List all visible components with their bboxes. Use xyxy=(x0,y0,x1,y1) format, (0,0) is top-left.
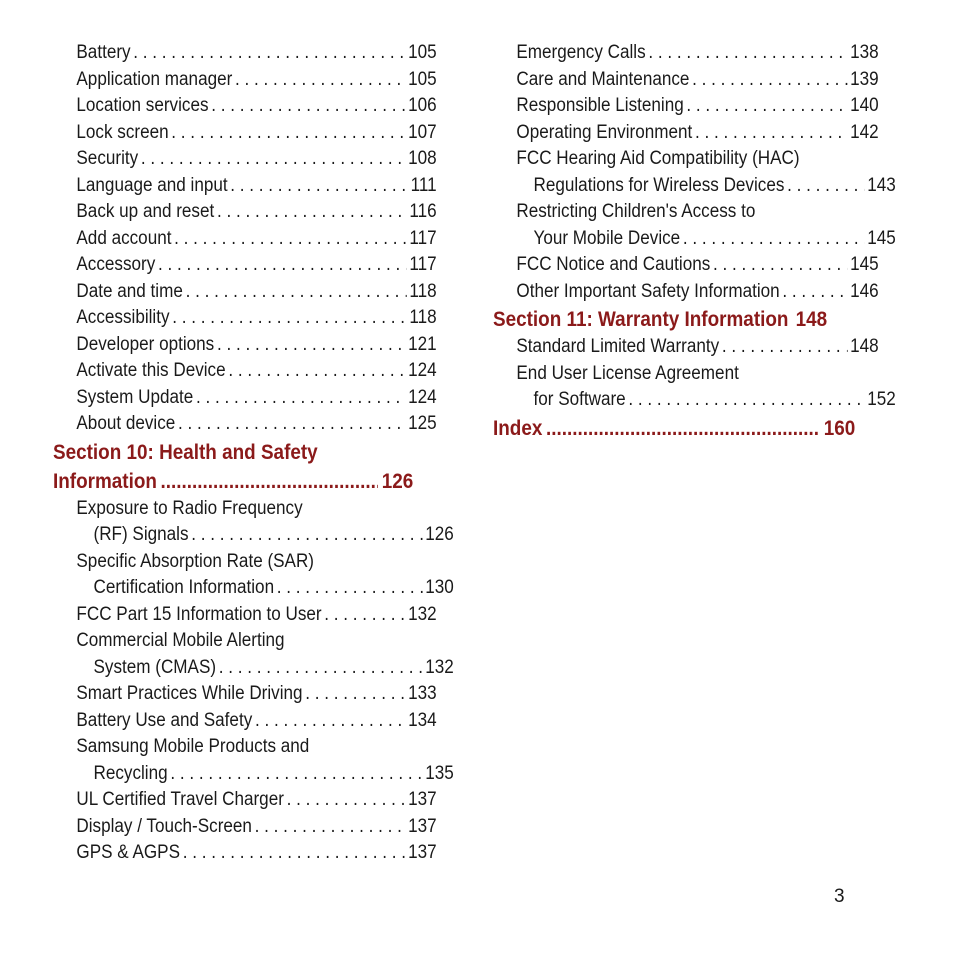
toc-entry-title: Emergency Calls xyxy=(516,42,646,63)
section-10-title-line1: Section 10: Health and Safety xyxy=(53,440,318,464)
section-10-title-line2: Information xyxy=(53,469,157,493)
section-10-heading[interactable] xyxy=(53,438,413,496)
toc-entry-page: 124 xyxy=(408,386,437,408)
toc-entry-title: Back up and reset xyxy=(76,201,215,222)
toc-entry-title: Accessibility xyxy=(76,307,170,328)
toc-entry-title: Accessory xyxy=(76,254,156,275)
toc-entry[interactable] xyxy=(53,332,437,359)
section-10-page: 126 xyxy=(381,469,414,493)
toc-entry[interactable] xyxy=(493,226,896,253)
toc-entry-title: Other Important Safety Information xyxy=(516,280,780,302)
toc-entry[interactable] xyxy=(53,305,437,332)
toc-entry-page: 140 xyxy=(850,95,879,116)
dot-leader xyxy=(141,146,406,173)
toc-entry[interactable] xyxy=(53,279,437,306)
toc-entry-page: 111 xyxy=(410,174,437,196)
toc-entry[interactable] xyxy=(493,120,879,147)
toc-entry-title-line1: FCC Hearing Aid Compatibility (HAC) xyxy=(516,148,800,169)
toc-entry-page: 117 xyxy=(409,254,437,275)
toc-entry[interactable] xyxy=(53,708,437,735)
toc-entry-page: 117 xyxy=(409,227,437,249)
toc-entry[interactable] xyxy=(53,252,437,279)
toc-entry-title: for Software xyxy=(533,389,626,410)
toc-entry-page: 137 xyxy=(408,842,437,863)
toc-entry[interactable] xyxy=(53,575,454,602)
dot-leader xyxy=(217,332,406,359)
toc-left-column xyxy=(53,40,454,867)
toc-entry-page: 145 xyxy=(867,227,896,249)
toc-entry-title-line1: Restricting Children's Access to xyxy=(516,201,756,222)
dot-leader xyxy=(305,681,405,708)
toc-entry-page: 126 xyxy=(425,524,454,545)
toc-entry-title: Operating Environment xyxy=(516,121,693,143)
toc-entry-title: System (CMAS) xyxy=(93,656,217,678)
toc-entry-title: System Update xyxy=(76,386,194,408)
dot-leader xyxy=(230,173,408,200)
dot-leader xyxy=(686,93,847,120)
dot-leader xyxy=(648,40,847,67)
index-page: 160 xyxy=(823,416,856,440)
toc-entry-page: 105 xyxy=(408,42,437,63)
toc-entry-title: Add account xyxy=(76,227,172,249)
toc-entry-page: 143 xyxy=(867,174,896,196)
toc-entry-page: 152 xyxy=(867,389,896,410)
toc-entry[interactable] xyxy=(493,67,879,94)
toc-right-column xyxy=(493,40,896,443)
toc-entry-title: UL Certified Travel Charger xyxy=(76,789,284,810)
toc-entry-title: FCC Part 15 Information to User xyxy=(76,603,322,625)
index-heading[interactable] xyxy=(493,414,855,443)
toc-entry-page: 145 xyxy=(850,254,879,275)
dot-leader xyxy=(228,358,405,385)
dot-leader xyxy=(324,602,405,629)
toc-entry[interactable] xyxy=(53,40,437,67)
toc-entry-title: Your Mobile Device xyxy=(533,227,681,249)
dot-leader xyxy=(782,279,847,306)
dot-leader xyxy=(287,787,406,814)
toc-entry-title: GPS & AGPS xyxy=(76,842,180,863)
page-number: 3 xyxy=(834,886,845,907)
toc-entry-title: Battery xyxy=(76,42,131,63)
toc-entry-page: 137 xyxy=(408,815,437,837)
toc-entry-title: Battery Use and Safety xyxy=(76,709,253,731)
dot-leader xyxy=(174,226,407,253)
toc-entry[interactable] xyxy=(53,385,437,412)
toc-entry[interactable] xyxy=(493,387,896,414)
toc-entry-title: Responsible Listening xyxy=(516,95,684,116)
toc-entry[interactable] xyxy=(53,814,437,841)
toc-entry[interactable] xyxy=(53,226,437,253)
dot-leader xyxy=(170,761,422,788)
toc-entry-title-line1: Samsung Mobile Products and xyxy=(76,736,310,757)
toc-entry[interactable] xyxy=(53,681,437,708)
toc-entry[interactable] xyxy=(493,279,879,306)
toc-entry-title: Certification Information xyxy=(93,577,275,598)
dot-leader xyxy=(161,467,379,496)
dot-leader xyxy=(255,708,405,735)
toc-entry[interactable] xyxy=(53,761,454,788)
dot-leader xyxy=(217,199,407,226)
toc-entry-title: Language and input xyxy=(76,174,228,196)
toc-entry-page: 130 xyxy=(425,577,454,598)
toc-entry-title: FCC Notice and Cautions xyxy=(516,254,711,275)
dot-leader xyxy=(158,252,407,279)
toc-entry[interactable] xyxy=(53,522,454,549)
toc-entry-page: 107 xyxy=(408,121,437,143)
toc-entry[interactable] xyxy=(493,93,879,120)
dot-leader xyxy=(695,120,847,147)
index-title: Index xyxy=(493,416,543,440)
toc-entry-page: 132 xyxy=(408,603,437,625)
toc-entry[interactable] xyxy=(53,67,437,94)
dot-leader xyxy=(235,67,405,94)
toc-entry-title-line1: End User License Agreement xyxy=(516,362,739,384)
toc-entry-page: 105 xyxy=(408,68,437,90)
toc-entry-page: 135 xyxy=(425,762,454,784)
toc-entry-page: 125 xyxy=(408,413,437,434)
toc-entry-title: Security xyxy=(76,148,139,169)
toc-entry-page: 118 xyxy=(409,280,437,302)
dot-leader xyxy=(713,252,847,279)
dot-leader xyxy=(628,387,864,414)
toc-entry[interactable] xyxy=(53,411,437,438)
toc-entry[interactable] xyxy=(493,173,896,200)
toc-entry-page: 142 xyxy=(850,121,879,143)
dot-leader xyxy=(211,93,405,120)
toc-entry[interactable] xyxy=(53,602,437,629)
toc-entry-title: Recycling xyxy=(93,762,168,784)
toc-entry-title: Activate this Device xyxy=(76,360,226,381)
dot-leader xyxy=(191,522,422,549)
dot-leader xyxy=(196,385,405,412)
toc-entry-page: 137 xyxy=(408,789,437,810)
toc-entry-title: Regulations for Wireless Devices xyxy=(533,174,785,196)
toc-entry-page: 106 xyxy=(408,95,437,116)
toc-entry[interactable] xyxy=(53,199,437,226)
toc-entry[interactable] xyxy=(53,173,437,200)
dot-leader xyxy=(178,411,405,438)
dot-leader xyxy=(722,334,848,361)
toc-entry[interactable] xyxy=(53,840,437,867)
toc-entry-page: 121 xyxy=(408,333,437,355)
toc-entry-page: 118 xyxy=(409,307,437,328)
toc-entry-title: Smart Practices While Driving xyxy=(76,683,303,704)
toc-entry[interactable] xyxy=(53,787,437,814)
toc-entry-page: 116 xyxy=(409,201,437,222)
toc-entry[interactable] xyxy=(493,334,879,361)
toc-entry-title: Date and time xyxy=(76,280,183,302)
toc-entry-title: Display / Touch-Screen xyxy=(76,815,252,837)
toc-entry-title: Application manager xyxy=(76,68,233,90)
dot-leader xyxy=(219,655,423,682)
toc-entry-page: 108 xyxy=(408,148,437,169)
dot-leader xyxy=(172,305,406,332)
dot-leader xyxy=(787,173,864,200)
dot-leader xyxy=(683,226,865,253)
dot-leader xyxy=(183,840,406,867)
toc-entry-title: Standard Limited Warranty xyxy=(516,336,720,357)
dot-leader xyxy=(171,120,405,147)
dot-leader xyxy=(255,814,406,841)
toc-entry-title: About device xyxy=(76,413,176,434)
dot-leader xyxy=(186,279,407,306)
section-11-title: Section 11: Warranty Information xyxy=(493,308,789,331)
toc-entry-title-line1: Commercial Mobile Alerting xyxy=(76,630,285,651)
toc-entry-page: 124 xyxy=(408,360,437,381)
toc-entry-page: 133 xyxy=(408,683,437,704)
toc-entry[interactable] xyxy=(53,358,437,385)
toc-entry-title: Care and Maintenance xyxy=(516,68,690,90)
section-11-page: 148 xyxy=(795,308,828,331)
toc-entry-page: 138 xyxy=(850,42,879,63)
toc-entry[interactable] xyxy=(53,120,437,147)
toc-entry-title: (RF) Signals xyxy=(93,524,189,545)
toc-entry-page: 139 xyxy=(850,68,879,90)
toc-entry[interactable] xyxy=(53,93,437,120)
toc-entry-title: Lock screen xyxy=(76,121,169,143)
toc-entry-title-line1: Specific Absorption Rate (SAR) xyxy=(76,550,315,572)
toc-entry[interactable] xyxy=(53,146,437,173)
toc-entry-page: 132 xyxy=(425,656,454,678)
toc-entry-title: Developer options xyxy=(76,333,215,355)
toc-entry-page: 146 xyxy=(850,280,879,302)
dot-leader xyxy=(692,67,847,94)
toc-entry-title: Location services xyxy=(76,95,209,116)
toc-entry[interactable] xyxy=(493,252,879,279)
dot-leader xyxy=(546,414,820,443)
toc-entry[interactable] xyxy=(53,655,454,682)
dot-leader xyxy=(133,40,405,67)
toc-entry[interactable] xyxy=(493,40,879,67)
dot-leader xyxy=(277,575,423,602)
toc-entry-page: 148 xyxy=(850,336,879,357)
toc-entry-page: 134 xyxy=(408,709,437,731)
toc-entry-title-line1: Exposure to Radio Frequency xyxy=(76,497,303,519)
section-11-heading[interactable] xyxy=(493,305,855,334)
